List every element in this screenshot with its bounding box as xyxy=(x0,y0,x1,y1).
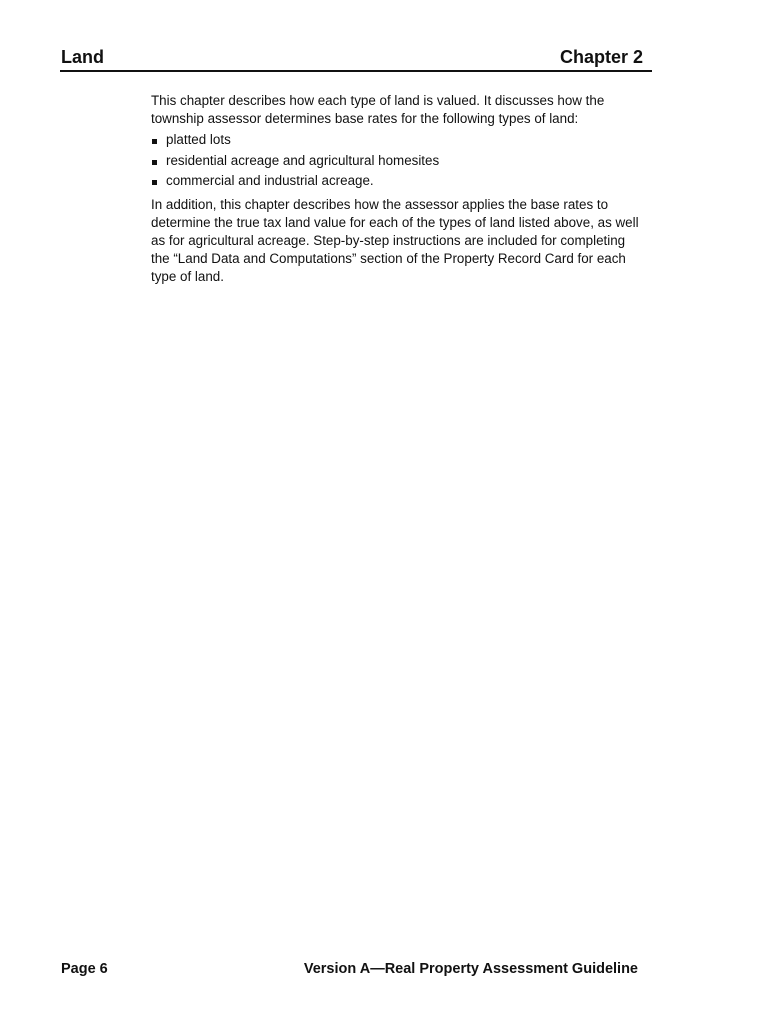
page-footer xyxy=(60,959,638,981)
square-bullet-icon xyxy=(152,139,157,144)
land-types-list xyxy=(151,130,641,192)
square-bullet-icon xyxy=(152,180,157,185)
chapter-body xyxy=(151,92,641,286)
document-title: Version A—Real Property Assessment Guideline xyxy=(303,961,638,977)
list-item xyxy=(151,130,641,151)
list-item xyxy=(151,151,641,172)
list-item-text: residential acreage and agricultural homesites xyxy=(166,152,440,168)
list-item-text: platted lots xyxy=(166,132,231,147)
square-bullet-icon xyxy=(152,160,157,165)
header-section-title: Land xyxy=(61,47,104,67)
header-chapter-label: Chapter 2 xyxy=(559,47,643,67)
list-item xyxy=(151,171,641,192)
second-paragraph: In addition, this chapter describes how the assessor applies the base rates to determine the true tax land value for each of the types of land listed above, as well as for agricultural acreage. Step-by-step instructions are included for completing the “Land Data and Computations” section of the Property Record Card for each type of land. xyxy=(151,196,639,284)
intro-paragraph: This chapter describes how each type of land is valued. It discusses how the township assessor determines base rates for the following types of land: xyxy=(151,93,605,126)
page-header xyxy=(60,46,652,72)
page-number: Page 6 xyxy=(61,961,108,977)
list-item-text: commercial and industrial acreage. xyxy=(166,173,374,188)
